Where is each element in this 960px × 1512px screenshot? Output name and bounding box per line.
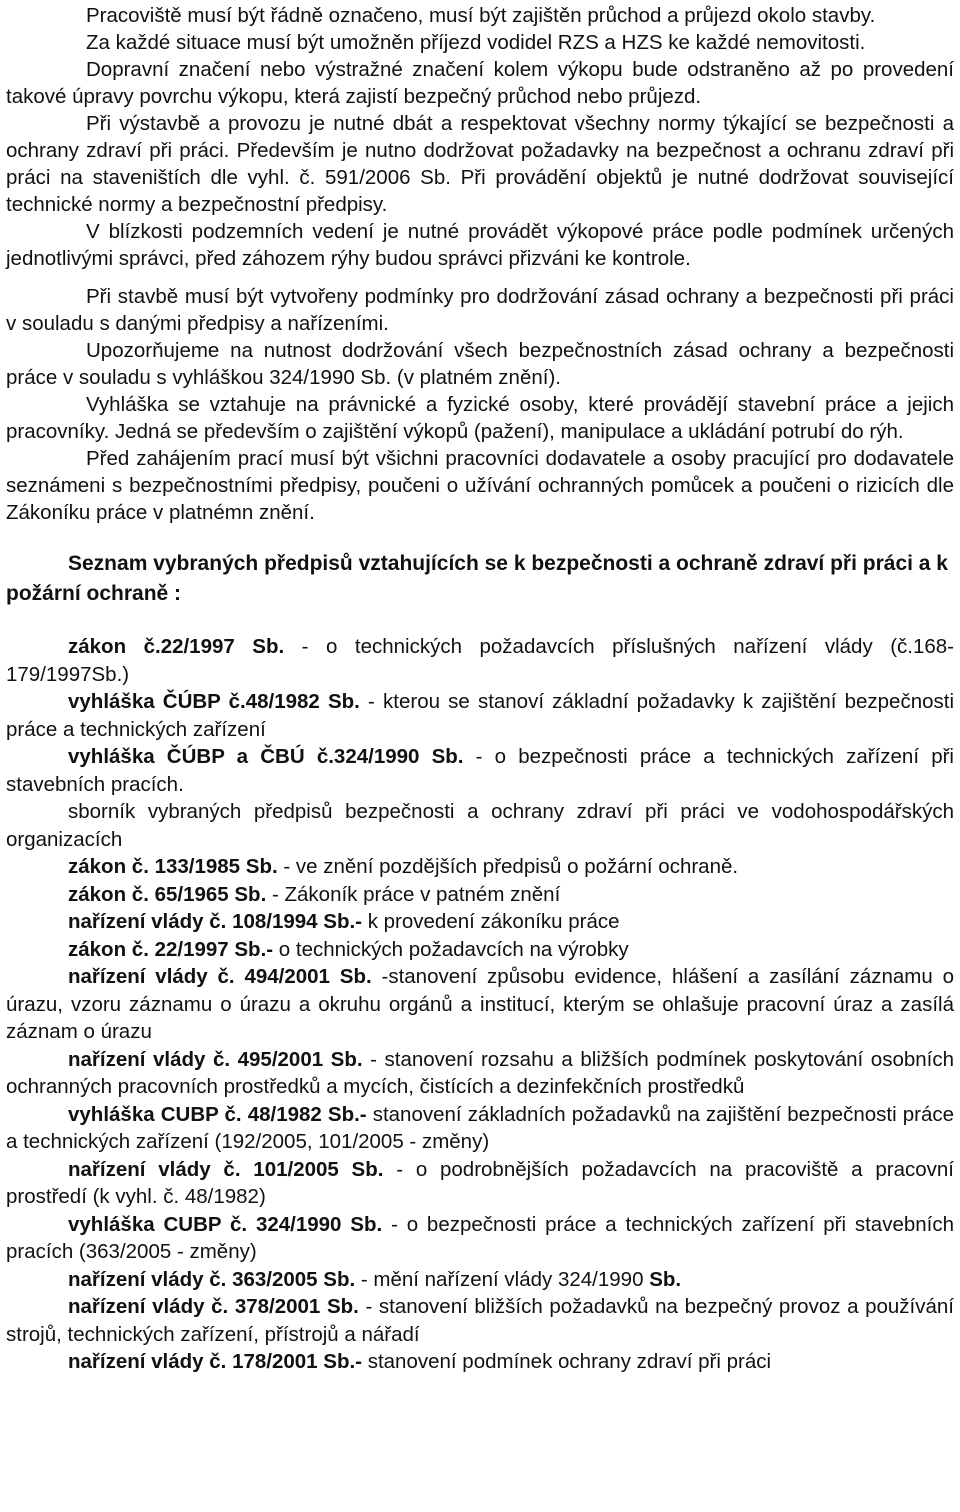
regulation-item [6,1348,954,1376]
regulation-item [6,1156,954,1211]
paragraph: Vyhláška se vztahuje na právnické a fyzické osoby, které provádějí stavební práce a jejich pracovníky. Jedná se především o zajištění výkopů (pažení), manipulace a ukládání potrubí do rýh. [6,393,954,443]
regulation-title: nařízení vlády č. 495/2001 Sb. [68,1047,363,1071]
paragraph: Při stavbě musí být vytvořeny podmínky pro dodržování zásad ochrany a bezpečnosti při práci v souladu s danými předpisy a nařízeními. [6,285,954,335]
regulation-title: nařízení vlády č. 363/2005 Sb. [68,1267,356,1291]
regulation-item [6,743,954,798]
regulation-title: zákon č. 65/1965 Sb. [68,882,267,906]
paragraph: Před zahájením prací musí být všichni pracovníci dodavatele a osoby pracující pro dodavatele seznámeni s bezpečnostními předpisy, poučeni o užívání ochranných pomůcek a poučeni o rizicích dle Zákoníku práce v platnémn znění. [6,447,954,524]
regulation-item [6,688,954,743]
regulation-description: - mění nařízení vlády 324/1990 [355,1267,650,1291]
paragraph: Upozorňujeme na nutnost dodržování všech bezpečnostních zásad ochrany a bezpečnosti práce v souladu s vyhláškou 324/1990 Sb. (v platném znění). [6,339,954,389]
regulation-list [6,633,954,1376]
regulation-title: vyhláška ČÚBP a ČBÚ č.324/1990 Sb. [68,745,464,768]
section-heading: Seznam vybraných předpisů vztahujících se k bezpečnosti a ochraně zdraví při práci a k požární ochraně : [6,552,948,605]
regulation-description: - o bezpečnosti práce a technických zařízení při stavebních pracích (363/2005 - změny) [6,1212,954,1263]
regulation-tail: Sb. [649,1267,682,1291]
regulation-title: zákon č. 133/1985 Sb. [68,855,278,878]
regulation-item [6,908,954,936]
regulation-item [6,1046,954,1101]
regulation-item [6,1293,954,1348]
paragraph: Za každé situace musí být umožněn příjezd vodidel RZS a HZS ke každé nemovitosti. [86,31,866,54]
regulation-item [6,1266,954,1294]
regulation-description: o technických požadavcích na výrobky [273,937,629,961]
regulation-title: nařízení vlády č. 378/2001 Sb. [68,1295,359,1318]
regulation-title: nařízení vlády č. 494/2001 Sb. [68,965,372,988]
paragraph: Pracoviště musí být řádně označeno, musí být zajištěn průchod a průjezd okolo stavby. [86,4,876,27]
regulation-title: nařízení vlády č. 178/2001 Sb.- [68,1350,362,1373]
regulation-description: - stanovení bližších požadavků na bezpečný provoz a používání strojů, technických zařízení, přístrojů a nářadí [6,1295,954,1346]
regulation-title: zákon č. 22/1997 Sb.- [68,937,274,961]
regulation-description: stanovení podmínek ochrany zdraví při práci [362,1350,772,1373]
regulation-description: -stanovení způsobu evidence, hlášení a zasílání záznamu o úrazu, vzoru záznamu o úrazu a okruhu orgánů a institucí, kterým se ohlašuje pracovní úraz a zasílá záznam o úrazu [6,965,954,1043]
regulation-item [6,798,954,853]
regulation-description: - Zákoník práce v patném znění [266,882,561,906]
paragraph: V blízkosti podzemních vedení je nutné provádět výkopové práce podle podmínek určených jednotlivými správci, před záhozem rýhy budou správci přizváni ke kontrole. [6,220,954,270]
regulation-item [6,963,954,1046]
regulation-item [6,1101,954,1156]
paragraph: Při výstavbě a provozu je nutné dbát a respektovat všechny normy týkající se bezpečnosti a ochrany zdraví při práci. Především je nutno dodržovat požadavky na bezpečnost a ochranu zdraví při práci na staveništích dle vyhl. č. 591/2006 Sb. Při provádění objektů je nutné dodržovat související technické normy a bezpečnostní předpisy. [6,112,954,216]
regulation-description: - o technických požadavcích příslušných nařízení vlády (č.168-179/1997Sb.) [6,635,954,686]
regulation-title: nařízení vlády č. 108/1994 Sb.- [68,910,362,933]
regulation-description: - o podrobnějších požadavcích na pracoviště a pracovní prostředí (k vyhl. č. 48/1982) [6,1157,954,1208]
regulation-description: - o bezpečnosti práce a technických zařízení při stavebních pracích. [6,745,954,796]
regulation-item [6,881,954,909]
regulation-title: vyhláška CUBP č. 48/1982 Sb.- [68,1102,367,1126]
regulation-title: vyhláška ČÚBP č.48/1982 Sb. [68,690,360,713]
regulation-description: - kterou se stanoví základní požadavky k zajištění bezpečnosti práce a technických zařízení [6,690,954,741]
regulation-title: nařízení vlády č. 101/2005 Sb. [68,1157,384,1181]
document-page [0,2,960,1512]
regulation-item [6,936,954,964]
regulation-item [6,853,954,881]
regulation-description: sborník vybraných předpisů bezpečnosti a ochrany zdraví při práci ve vodohospodářských organizacích [6,800,954,851]
regulation-description: - ve znění pozdějších předpisů o požární ochraně. [277,855,739,878]
regulation-description: k provedení zákoníku práce [362,910,620,933]
regulation-description: stanovení základních požadavků na zajištění bezpečnosti práce a technických zařízení (192/2005, 101/2005 - změny) [6,1102,954,1153]
paragraph: Dopravní značení nebo výstražné značení kolem výkopu bude odstraněno až po provedení takové úpravy povrchu výkopu, která zajistí bezpečný průchod nebo průjezd. [6,58,954,108]
regulation-item [6,1211,954,1266]
regulation-title: zákon č.22/1997 Sb. [68,635,285,658]
regulation-item [6,633,954,688]
regulation-description: - stanovení rozsahu a bližších podmínek poskytování osobních ochranných pracovních prostředků a mycích, čistících a dezinfekčních prostředků [6,1047,954,1098]
regulation-title: vyhláška CUBP č. 324/1990 Sb. [68,1212,383,1236]
